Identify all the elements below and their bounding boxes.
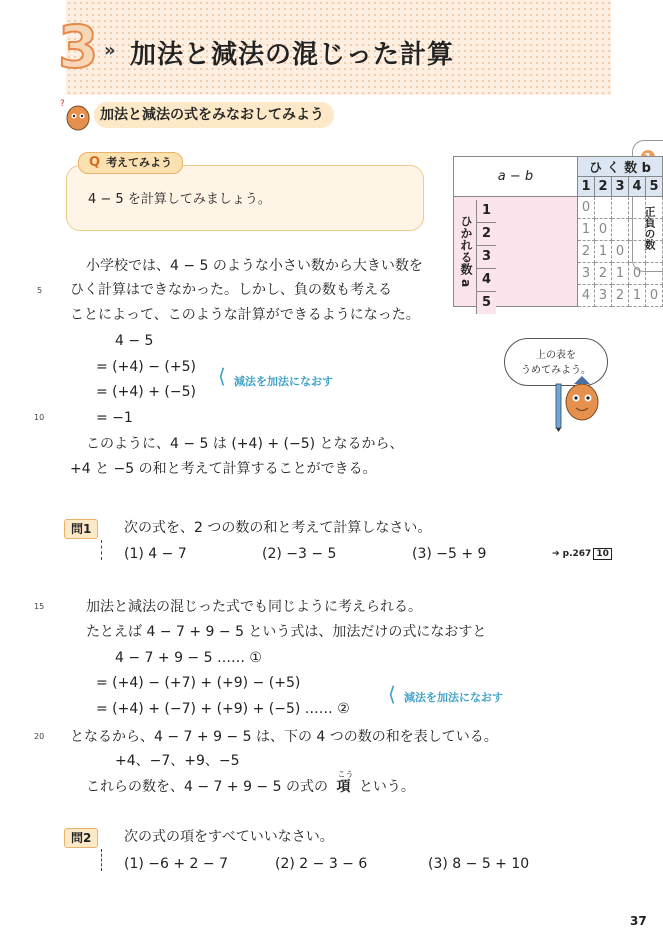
para2-line1: このように、4 − 5 は (+4) + (−5) となるから、 (86, 436, 404, 452)
para2-line2: +4 と −5 の和と考えて計算することができる。 (70, 461, 377, 477)
problem1-label: 問1 (64, 519, 98, 539)
question-text: 4 − 5 を計算してみましょう。 (88, 192, 271, 207)
problem1-text: 次の式を、2 つの数の和と考えて計算しなさい。 (124, 520, 432, 536)
brace-icon: ⟨ (388, 682, 396, 706)
problem2-item-3: (3) 8 − 5 + 10 (428, 856, 530, 872)
mascot-icon (60, 96, 94, 132)
para3-line4: +4、−7、+9、−5 (115, 753, 240, 769)
table-corner: a − b (454, 157, 578, 197)
calc1-line1: 4 − 5 (115, 333, 154, 349)
bubble-line-2: うめてみよう。 (521, 365, 591, 376)
table-cell (629, 219, 646, 241)
problem1-reference (552, 549, 612, 559)
table-cell: 0 (595, 219, 612, 241)
para3-line5 (86, 770, 415, 799)
problem2-text: 次の式の項をすべていいなさい。 (124, 829, 334, 845)
problem2-dash (101, 849, 102, 871)
term-kou-text: 項 (336, 779, 351, 795)
table-row-label: 4 (476, 269, 496, 292)
table-cell (629, 197, 646, 219)
table-cell (595, 197, 612, 219)
problem1-item-2: (2) −3 − 5 (262, 546, 337, 562)
table-cell: 0 (578, 197, 595, 219)
problem2-item-1: (1) −6 + 2 − 7 (124, 856, 228, 872)
section-arrow: » (104, 40, 116, 61)
table-row-header: ひかれる数 a (459, 215, 473, 288)
section-title: 加法と減法の混じった計算 (130, 40, 455, 70)
table-row-label: 1 (476, 200, 496, 223)
table-row-header-cell (454, 197, 578, 307)
question-badge (78, 152, 183, 174)
calc1-line2: = (+4) − (+5) (96, 359, 196, 375)
chapter-name: 正負の数 (643, 206, 656, 250)
table-col-header: ひ く 数 b (578, 157, 663, 177)
term-kou (336, 770, 354, 799)
table-cell: 1 (595, 241, 612, 263)
table-cell (646, 197, 663, 219)
table-cell: 0 (612, 241, 629, 263)
question-q-mark: Q (89, 155, 101, 170)
table-cell: 2 (578, 241, 595, 263)
table-col: 2 (595, 177, 612, 197)
mascot-pencil-icon (548, 370, 608, 432)
table-cell (646, 263, 663, 285)
table-cell: 1 (578, 219, 595, 241)
table-cell: 2 (595, 263, 612, 285)
table-row-label: 3 (476, 246, 496, 269)
table-cell (646, 241, 663, 263)
table-cell: 3 (578, 263, 595, 285)
section-number: 3 (58, 13, 99, 81)
para3-eq1: 4 − 7 + 9 − 5 …… ① (115, 650, 262, 666)
table-cell (612, 219, 629, 241)
calc1-line3: = (+4) + (−5) (96, 384, 196, 400)
para3-eq3: = (+4) + (−7) + (+9) + (−5) …… ② (96, 701, 350, 717)
brace-icon: ⟨ (218, 364, 226, 388)
table-cell: 2 (612, 285, 629, 307)
table-row-labels (476, 200, 496, 314)
para1-line2: ひく計算はできなかった。しかし、負の数も考える (70, 282, 392, 298)
svg-text:?: ? (60, 99, 65, 109)
problem2-item-2: (2) 2 − 3 − 6 (275, 856, 368, 872)
para3-line2: たとえば 4 − 7 + 9 − 5 という式は、加法だけの式になおすと (86, 624, 487, 640)
problem1-ref-num: 10 (593, 548, 612, 560)
table-col: 3 (612, 177, 629, 197)
problem1-item-3: (3) −5 + 9 (412, 546, 487, 562)
page-number: 37 (630, 914, 647, 928)
line-number: 15 (34, 602, 45, 611)
problem2-label: 問2 (64, 828, 98, 848)
table-row-label: 2 (476, 223, 496, 246)
para3-note: 減法を加法になおす (404, 691, 503, 704)
table-cell: 1 (629, 285, 646, 307)
table-cell: 0 (646, 285, 663, 307)
table-cell (646, 219, 663, 241)
calc1-note: 減法を加法になおす (234, 375, 333, 388)
calc1-line4: = −1 (96, 410, 133, 426)
table-cell (612, 197, 629, 219)
subsection-title: 加法と減法の式をみなおしてみよう (94, 102, 334, 128)
table-cell: 0 (629, 263, 646, 285)
table-col: 4 (629, 177, 646, 197)
problem1-dash (101, 540, 102, 560)
line-number: 5 (37, 286, 43, 295)
term-kou-ruby: こう (337, 770, 354, 779)
table-cell (629, 241, 646, 263)
para3-eq2: = (+4) − (+7) + (+9) − (+5) (96, 675, 301, 691)
table-cell: 1 (612, 263, 629, 285)
question-badge-text: 考えてみよう (106, 156, 173, 169)
para1-line3: ことによって、このような計算ができるようになった。 (70, 307, 420, 323)
table-col: 1 (578, 177, 595, 197)
line-number: 10 (34, 413, 45, 422)
bubble-line-1: 上の表を (536, 350, 576, 361)
para1-line1: 小学校では、4 − 5 のような小さい数から大きい数を (86, 258, 423, 274)
para3-line1: 加法と減法の混じった式でも同じように考えられる。 (86, 599, 422, 615)
table-row-label: 5 (476, 292, 496, 314)
table-cell: 3 (595, 285, 612, 307)
para3-line5a: これらの数を、4 − 7 + 9 − 5 の式の (86, 779, 328, 795)
table-cell: 4 (578, 285, 595, 307)
para3-line3: となるから、4 − 7 + 9 − 5 は、下の 4 つの数の和を表している。 (70, 729, 498, 745)
problem1-item-1: (1) 4 − 7 (124, 546, 187, 562)
line-number: 20 (34, 732, 45, 741)
problem1-ref-text: ➔ p.267 (552, 549, 592, 559)
table-col: 5 (646, 177, 663, 197)
para3-line5b: という。 (358, 779, 415, 795)
